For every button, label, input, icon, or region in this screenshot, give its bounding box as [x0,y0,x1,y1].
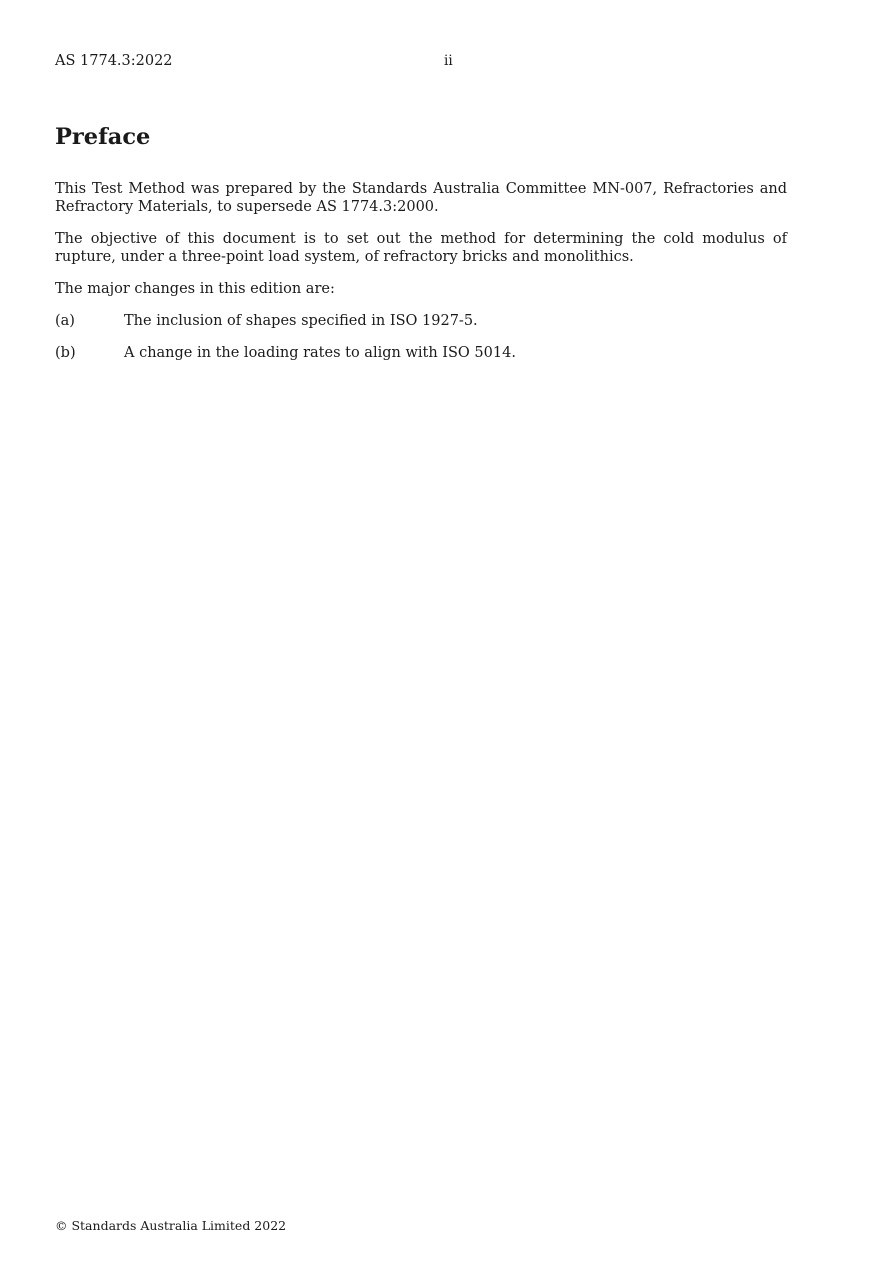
page-number: ii [444,53,453,69]
page-header [55,52,787,72]
list-item-marker: (a) [55,313,75,329]
document-identifier: AS 1774.3:2022 [55,53,173,69]
copyright-footer: © Standards Australia Limited 2022 [55,1218,287,1233]
section-title: Preface [55,124,151,150]
list-item-marker: (b) [55,345,76,361]
list-item [55,344,787,362]
list-item [55,312,787,330]
paragraph-objective: The objective of this document is to set out the method for determining the cold modulus of rupture, under a three-point load system, of refractory bricks and monolithics. [55,231,787,265]
list-item-text: A change in the loading rates to align with ISO 5014. [124,345,516,361]
changes-list [55,312,787,362]
list-item-text: The inclusion of shapes specified in ISO 1927-5. [124,313,478,329]
paragraph-changes-intro: The major changes in this edition are: [55,281,335,297]
paragraph-committee: This Test Method was prepared by the Standards Australia Committee MN-007, Refractories and Refractory Materials, to supersede AS 1774.3:2000. [55,181,787,215]
preface-section [55,122,787,376]
